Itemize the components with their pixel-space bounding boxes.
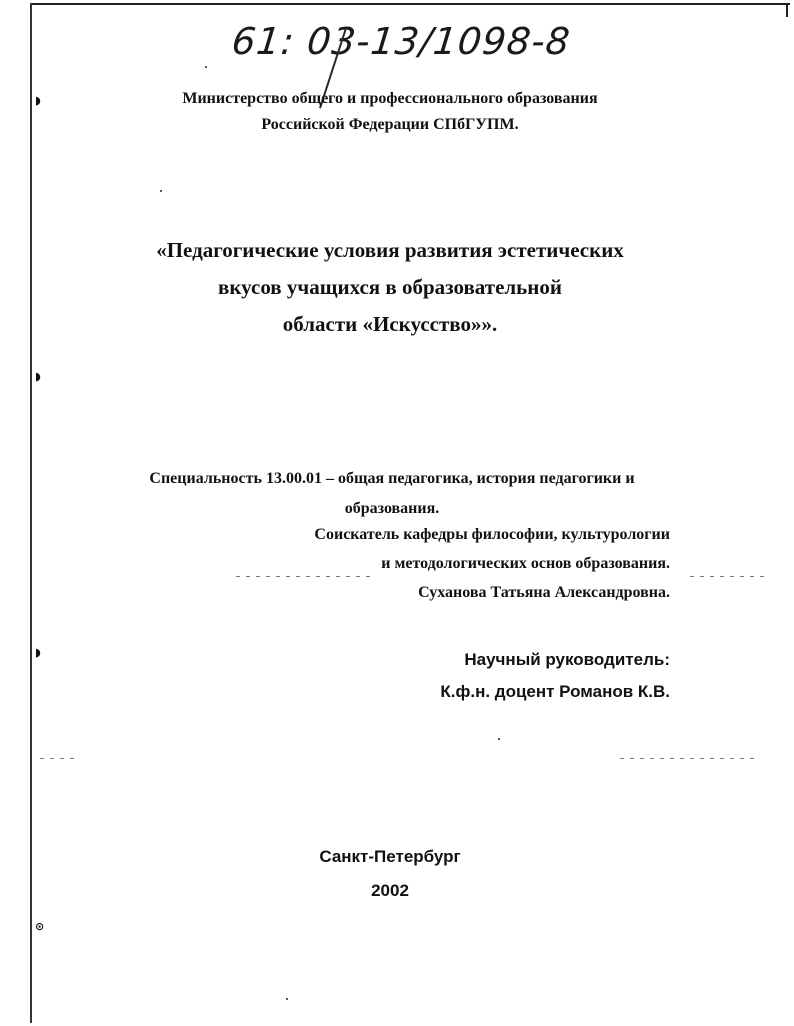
scan-noise	[40, 758, 80, 759]
title-line: «Педагогические условия развития эстетических	[156, 238, 624, 262]
binder-hole-icon: ◗	[35, 370, 41, 383]
supervisor-name: К.ф.н. доцент Романов К.В.	[440, 682, 670, 701]
applicant-line: и методологических основ образования.	[381, 555, 670, 572]
ministry-line: Министерство общего и профессионального образования	[182, 90, 598, 107]
title-line: области «Искусство»».	[282, 312, 498, 336]
applicant-block	[200, 520, 670, 607]
scan-noise	[160, 190, 162, 192]
supervisor-block	[300, 644, 670, 708]
specialty-line: Специальность 13.00.01 – общая педагогика, история педагогики и	[149, 470, 635, 487]
scan-noise	[690, 576, 770, 577]
scan-border-right	[786, 3, 788, 17]
scan-noise	[205, 66, 207, 68]
city: Санкт-Петербург	[319, 847, 461, 866]
scan-noise	[286, 998, 288, 1000]
binder-hole-icon: ◗	[35, 646, 41, 659]
specialty-block	[112, 464, 672, 524]
scan-border-left	[30, 3, 32, 1023]
scan-noise	[498, 738, 500, 740]
archive-stamp: 61: 03-13/1098-8	[229, 20, 573, 63]
supervisor-label: Научный руководитель:	[464, 650, 670, 669]
specialty-line: образования.	[344, 500, 440, 517]
dissertation-title	[100, 232, 680, 343]
scan-noise	[620, 758, 760, 759]
binder-hole-icon: ◗	[35, 94, 41, 107]
ministry-line: Российской Федерации СПбГУПМ.	[261, 116, 519, 133]
binder-hole-icon: ⊙	[35, 920, 45, 933]
title-line: вкусов учащихся в образовательной	[218, 275, 562, 299]
scan-border-top	[30, 3, 790, 5]
applicant-line: Соискатель кафедры философии, культурологии	[314, 526, 670, 543]
ministry-header	[120, 86, 660, 138]
applicant-name: Суханова Татьяна Александровна.	[418, 584, 670, 601]
year: 2002	[371, 881, 409, 900]
imprint-block	[240, 840, 540, 908]
